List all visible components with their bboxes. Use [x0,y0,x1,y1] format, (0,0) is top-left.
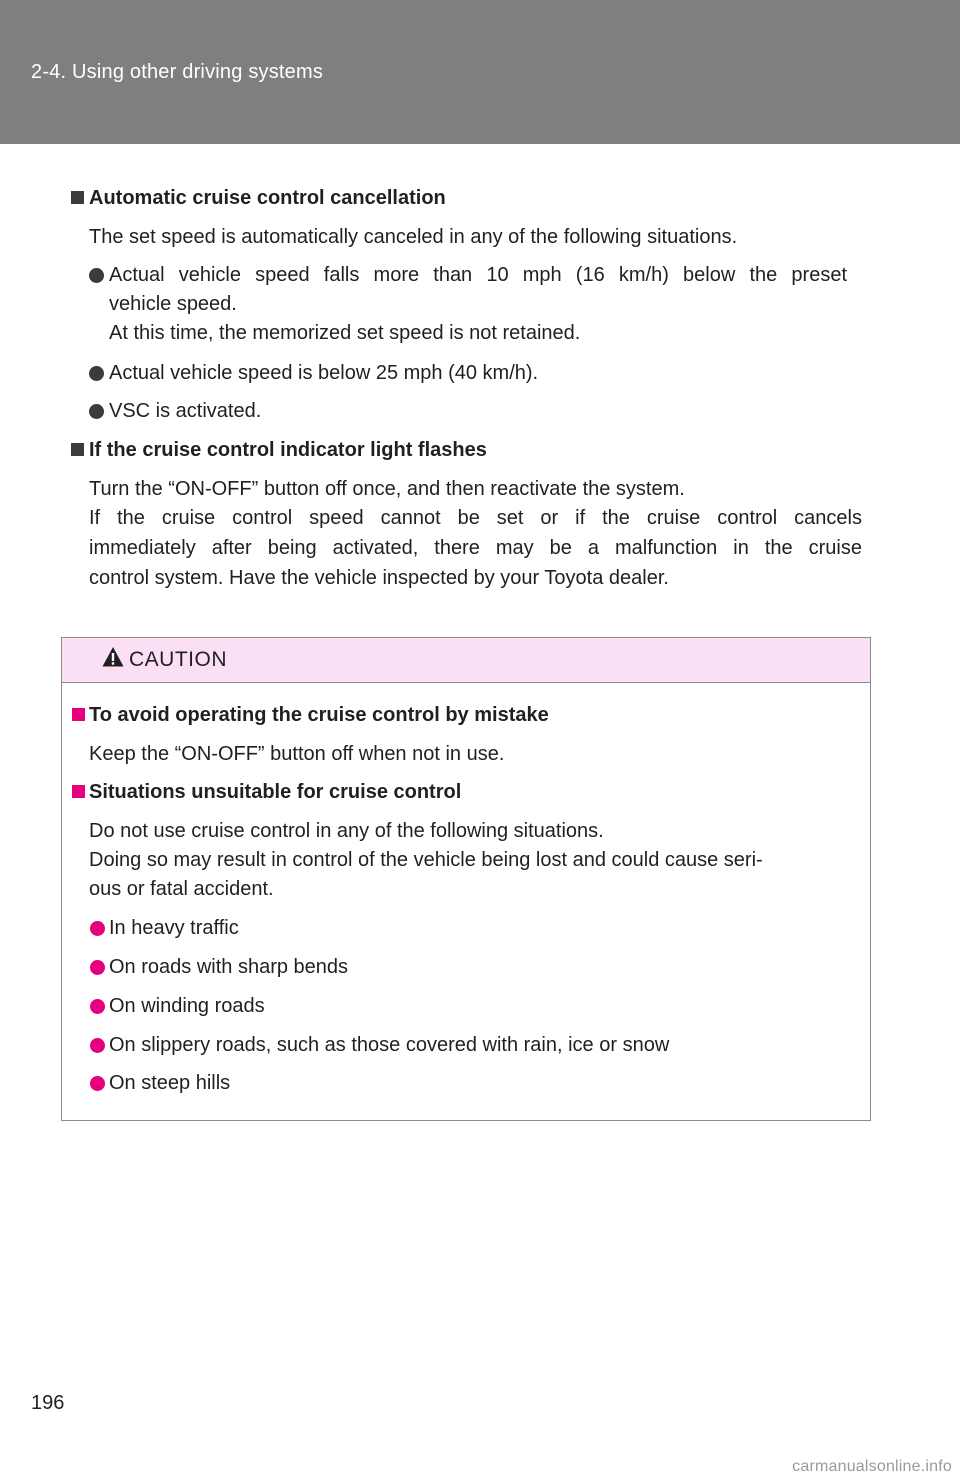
caution-item-3: On winding roads [109,995,265,1017]
bullet-1-line3: At this time, the memorized set speed is not retained. [109,322,581,344]
indicator-line2: If the cruise control speed cannot be set or if the cruise control cancels [89,507,862,529]
section-header [0,0,960,144]
caution-unsuitable-line2: Doing so may result in control of the vehicle being lost and could cause seri- [89,849,763,871]
bullet-dot-icon [89,404,104,419]
auto-cancel-intro: The set speed is automatically canceled in any of the following situations. [89,226,738,248]
bullet-dot-icon [90,1038,105,1053]
bullet-dot-icon [90,921,105,936]
caution-item-1: In heavy traffic [109,917,239,939]
caution-avoid-heading: To avoid operating the cruise control by mistake [89,704,549,726]
indicator-line4: control system. Have the vehicle inspected by your Toyota dealer. [89,567,669,589]
caution-item-4: On slippery roads, such as those covered with rain, ice or snow [109,1034,670,1056]
caution-header [62,638,870,683]
heading-square-icon [71,191,84,204]
heading-square-icon [71,443,84,456]
caution-box [61,637,871,1121]
bullet-1-line1: Actual vehicle speed falls more than 10 mph (16 km/h) below the preset [109,264,847,286]
heading-square-icon [72,708,85,721]
caution-item-5: On steep hills [109,1072,231,1094]
section-title: 2-4. Using other driving systems [31,61,324,83]
bullet-dot-icon [90,1076,105,1091]
bullet-dot-icon [90,999,105,1014]
bullet-dot-icon [89,366,104,381]
watermark: carmanualsonline.info [792,1458,952,1475]
warning-triangle-icon [102,646,124,668]
heading-square-icon [72,785,85,798]
caution-label: CAUTION [129,648,227,671]
bullet-dot-icon [90,960,105,975]
bullet-dot-icon [89,268,104,283]
caution-item-2: On roads with sharp bends [109,956,349,978]
page-number: 196 [31,1392,65,1414]
caution-avoid-text: Keep the “ON-OFF” button off when not in use. [89,743,505,765]
caution-unsuitable-line3: ous or fatal accident. [89,878,274,900]
indicator-line3: immediately after being activated, there may be a malfunction in the cruise [89,537,862,559]
bullet-1-line2: vehicle speed. [109,293,237,315]
bullet-3: VSC is activated. [109,400,262,422]
indicator-heading: If the cruise control indicator light flashes [89,439,487,461]
indicator-line1: Turn the “ON-OFF” button off once, and then reactivate the system. [89,478,685,500]
caution-unsuitable-line1: Do not use cruise control in any of the following situations. [89,820,604,842]
bullet-2: Actual vehicle speed is below 25 mph (40 km/h). [109,362,539,384]
caution-unsuitable-heading: Situations unsuitable for cruise control [89,781,462,803]
auto-cancel-heading: Automatic cruise control cancellation [89,187,446,209]
